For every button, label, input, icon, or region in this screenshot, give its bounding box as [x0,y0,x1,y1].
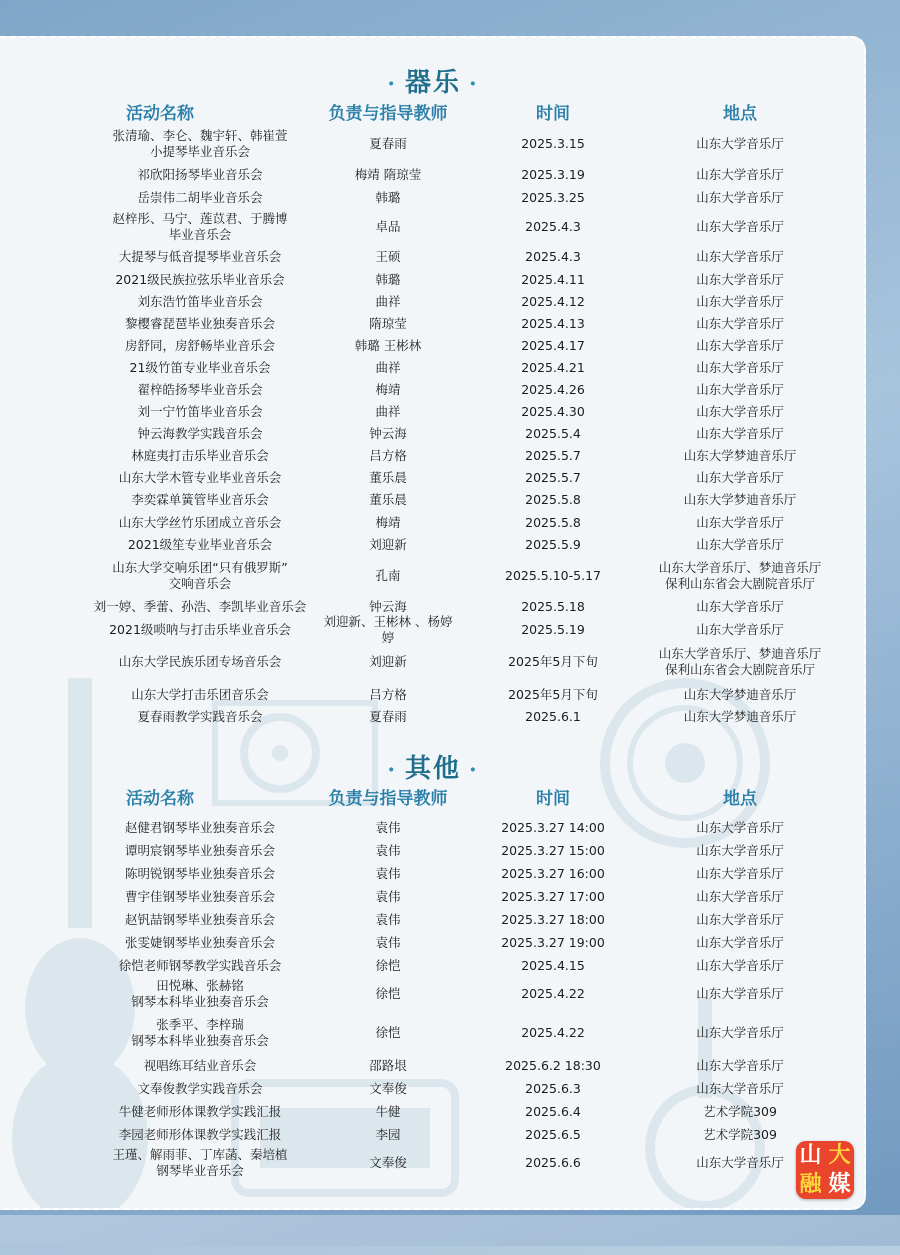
table-row [0,1011,866,1054]
location-cell: 山东大学音乐厅 [696,382,784,397]
teacher-cell: 夏春雨 [369,136,407,151]
table-row [0,125,866,163]
header-activity-name: 活动名称 [126,789,194,809]
table-row [0,908,866,931]
table-row [0,335,866,357]
time-cell: 2025.5.18 [521,599,585,614]
location-cell: 山东大学音乐厅 [696,957,784,973]
activity-name-cell: 山东大学木管专业毕业音乐会 [118,470,282,485]
activity-name-cell: 赵钒喆钢琴毕业独奏音乐会 [124,911,275,927]
location-cell: 山东大学音乐厅 [696,599,784,614]
teacher-cell: 徐恺 [375,1024,401,1040]
table-row [0,245,866,268]
table-row [0,706,866,728]
shanda-media-logo: 山 大 融 媒 [796,1141,854,1199]
time-cell: 2025.4.15 [521,957,585,973]
teacher-cell: 徐恺 [375,986,401,1001]
location-cell: 山东大学音乐厅 [696,404,784,419]
time-cell: 2025.5.7 [525,470,581,485]
time-cell: 2025.3.27 16:00 [501,865,605,881]
teacher-cell: 隋琼莹 [369,316,407,331]
table-row [0,1100,866,1123]
activity-name-cell: 21级竹笛专业毕业音乐会 [129,360,271,375]
teacher-cell: 刘迎新 [369,654,407,669]
teacher-cell: 徐恺 [375,957,401,973]
time-cell: 2025.3.19 [521,167,585,182]
table-header-other [0,784,866,808]
time-cell: 2025.3.27 17:00 [501,888,605,904]
time-cell: 2025.5.8 [525,492,581,507]
table-row [0,291,866,313]
location-cell: 山东大学音乐厅 [696,537,784,552]
time-cell: 2025.5.9 [525,537,581,552]
location-cell: 山东大学音乐厅 [696,934,784,950]
time-cell: 2025年5月下旬 [508,686,598,702]
location-cell: 山东大学音乐厅 [696,190,784,205]
time-cell: 2025.6.5 [525,1126,581,1142]
activity-name-cell: 房舒同，房舒畅毕业音乐会 [124,338,275,353]
section-title-other: · 其他 · [387,754,479,784]
header-location: 地点 [723,789,757,809]
teacher-cell: 梅靖 [375,382,401,397]
teacher-cell: 袁伟 [375,934,401,950]
location-cell: 山东大学音乐厅 [696,1057,784,1073]
location-cell: 山东大学音乐厅 [696,514,784,530]
table-row [0,977,866,1011]
location-cell: 山东大学梦迪音乐厅 [683,686,797,702]
header-teacher: 负责与指导教师 [328,789,448,809]
location-cell: 山东大学音乐厅 [696,167,784,182]
time-cell: 2025.6.1 [525,709,581,724]
activity-name-cell: 牛健老师形体课教学实践汇报 [118,1103,282,1119]
activity-name-cell: 黎樱睿琵琶毕业独奏音乐会 [124,316,275,331]
activity-name-cell: 大提琴与低音提琴毕业音乐会 [118,248,282,264]
location-cell: 山东大学音乐厅 [696,426,784,441]
time-cell: 2025.5.4 [525,426,581,441]
location-cell: 山东大学音乐厅 [696,1155,784,1170]
table-row [0,954,866,977]
table-other [0,816,866,1180]
table-row [0,931,866,954]
teacher-cell: 卓品 [375,219,401,234]
time-cell: 2025.3.25 [521,190,585,205]
location-cell: 山东大学音乐厅 [696,621,784,637]
teacher-cell: 文奉俊 [369,1080,407,1096]
time-cell: 2025年5月下旬 [508,654,598,669]
location-cell: 山东大学音乐厅 [696,1080,784,1096]
table-row [0,839,866,862]
teacher-cell: 袁伟 [375,911,401,927]
location-cell: 山东大学音乐厅、梦迪音乐厅 保利山东省会大剧院音乐厅 [658,560,822,591]
activity-name-cell: 夏春雨教学实践音乐会 [137,709,263,724]
teacher-cell: 牛健 [375,1103,401,1119]
time-cell: 2025.6.3 [525,1080,581,1096]
activity-name-cell: 山东大学民族乐团专场音乐会 [118,654,282,669]
table-row [0,445,866,467]
table-row [0,268,866,291]
table-row [0,313,866,335]
teacher-cell: 曲祥 [375,294,401,309]
teacher-cell: 孔南 [375,568,401,583]
time-cell: 2025.3.27 15:00 [501,842,605,858]
location-cell: 山东大学梦迪音乐厅 [683,492,797,507]
table-row [0,489,866,511]
location-cell: 山东大学音乐厅 [696,865,784,881]
activity-name-cell: 视唱练耳结业音乐会 [143,1057,257,1073]
location-cell: 山东大学音乐厅 [696,271,784,287]
activity-name-cell: 2021级唢呐与打击乐毕业音乐会 [109,621,291,637]
activity-name-cell: 刘一宁竹笛毕业音乐会 [137,404,263,419]
table-row [0,379,866,401]
location-cell: 山东大学音乐厅 [696,316,784,331]
header-time: 时间 [536,104,570,124]
teacher-cell: 吕方格 [369,686,407,702]
activity-name-cell: 林庭夷打击乐毕业音乐会 [131,448,269,463]
teacher-cell: 袁伟 [375,819,401,835]
time-cell: 2025.4.26 [521,382,585,397]
activity-name-cell: 赵健君钢琴毕业独奏音乐会 [124,819,275,835]
teacher-cell: 李园 [375,1126,401,1142]
activity-name-cell: 徐恺老师钢琴教学实践音乐会 [118,957,282,973]
activity-name-cell: 赵梓彤、马宁、莲苡君、于腾博 毕业音乐会 [112,211,288,242]
location-cell: 山东大学音乐厅 [696,248,784,264]
table-row [0,1146,866,1180]
table-row [0,1123,866,1146]
activity-name-cell: 谭明宸钢琴毕业独奏音乐会 [124,842,275,858]
location-cell: 山东大学音乐厅 [696,888,784,904]
activity-name-cell: 田悦琳、张赫铭 钢琴本科毕业独奏音乐会 [131,978,269,1009]
time-cell: 2025.4.17 [521,338,585,353]
teacher-cell: 王硕 [375,248,401,264]
teacher-cell: 刘迎新、王彬林 、杨婷婷 [323,613,453,645]
location-cell: 山东大学音乐厅 [696,911,784,927]
activity-name-cell: 2021级笙专业毕业音乐会 [127,537,273,552]
time-cell: 2025.4.3 [525,219,581,234]
location-cell: 山东大学音乐厅 [696,136,784,151]
activity-name-cell: 钟云海教学实践音乐会 [137,426,263,441]
header-time: 时间 [536,789,570,809]
table-row [0,556,866,596]
table-row [0,862,866,885]
time-cell: 2025.6.4 [525,1103,581,1119]
teacher-cell: 文奉俊 [369,1155,407,1170]
teacher-cell: 曲祥 [375,404,401,419]
time-cell: 2025.4.3 [525,248,581,264]
header-teacher: 负责与指导教师 [328,104,448,124]
location-cell: 山东大学音乐厅 [696,338,784,353]
activity-name-cell: 祁欣阳扬琴毕业音乐会 [137,167,263,182]
table-row [0,357,866,379]
time-cell: 2025.4.22 [521,1024,585,1040]
location-cell: 山东大学音乐厅 [696,219,784,234]
activity-name-cell: 文奉俊教学实践音乐会 [137,1080,263,1096]
time-cell: 2025.6.6 [525,1155,581,1170]
table-row [0,511,866,534]
location-cell: 山东大学梦迪音乐厅 [683,709,797,724]
location-cell: 山东大学音乐厅 [696,1024,784,1040]
teacher-cell: 韩璐 王彬林 [354,338,422,353]
activity-name-cell: 李园老师形体课教学实践汇报 [118,1126,282,1142]
activity-name-cell: 李奕霖单簧管毕业音乐会 [131,492,269,507]
time-cell: 2025.4.12 [521,294,585,309]
teacher-cell: 袁伟 [375,865,401,881]
location-cell: 山东大学音乐厅 [696,819,784,835]
activity-name-cell: 岳崇伟二胡毕业音乐会 [137,190,263,205]
teacher-cell: 袁伟 [375,888,401,904]
table-row [0,534,866,556]
teacher-cell: 韩璐 [375,271,401,287]
activity-name-cell: 张清瑜、李仑、魏宇轩、韩崔萱 小提琴毕业音乐会 [112,128,288,159]
activity-name-cell: 陈明锐钢琴毕业独奏音乐会 [124,865,275,881]
activity-name-cell: 刘一婷、季蕾、孙浩、李凯毕业音乐会 [93,599,307,614]
time-cell: 2025.6.2 18:30 [505,1057,601,1073]
table-row [0,1077,866,1100]
teacher-cell: 钟云海 [369,599,407,614]
schedule-card [0,36,866,1210]
table-row [0,613,866,645]
location-cell: 艺术学院309 [703,1126,777,1142]
activity-name-cell: 王瑾、解雨菲、丁库菡、秦培植 钢琴毕业音乐会 [112,1147,288,1178]
time-cell: 2025.3.27 18:00 [501,911,605,927]
activity-name-cell: 刘东浩竹笛毕业音乐会 [137,294,263,309]
time-cell: 2025.4.11 [521,271,585,287]
time-cell: 2025.5.10-5.17 [505,568,601,583]
activity-name-cell: 山东大学打击乐团音乐会 [131,686,269,702]
table-header-instrumental [0,99,866,123]
location-cell: 山东大学音乐厅 [696,986,784,1001]
table-row [0,816,866,839]
table-instrumental [0,125,866,728]
teacher-cell: 韩璐 [375,190,401,205]
location-cell: 山东大学音乐厅 [696,470,784,485]
activity-name-cell: 张雯婕钢琴毕业独奏音乐会 [124,934,275,950]
teacher-cell: 吕方格 [369,448,407,463]
teacher-cell: 邵路垠 [369,1057,407,1073]
activity-name-cell: 山东大学丝竹乐团成立音乐会 [118,514,282,530]
location-cell: 山东大学梦迪音乐厅 [683,448,797,463]
activity-name-cell: 2021级民族拉弦乐毕业音乐会 [115,271,285,287]
table-row [0,209,866,245]
time-cell: 2025.4.22 [521,986,585,1001]
teacher-cell: 袁伟 [375,842,401,858]
teacher-cell: 曲祥 [375,360,401,375]
teacher-cell: 梅靖 [375,514,401,530]
location-cell: 山东大学音乐厅 [696,360,784,375]
teacher-cell: 钟云海 [369,426,407,441]
table-row [0,683,866,706]
table-row [0,163,866,187]
time-cell: 2025.3.27 19:00 [501,934,605,950]
time-cell: 2025.4.21 [521,360,585,375]
table-row [0,885,866,908]
activity-name-cell: 张季平、李梓瑞 钢琴本科毕业独奏音乐会 [131,1016,269,1048]
location-cell: 山东大学音乐厅 [696,842,784,858]
table-row [0,467,866,489]
teacher-cell: 夏春雨 [369,709,407,724]
time-cell: 2025.3.27 14:00 [501,819,605,835]
teacher-cell: 董乐晨 [369,492,407,507]
header-activity-name: 活动名称 [126,104,194,124]
table-row [0,401,866,423]
location-cell: 山东大学音乐厅、梦迪音乐厅 保利山东省会大剧院音乐厅 [658,646,822,677]
teacher-cell: 梅靖 隋琼莹 [354,167,422,182]
teacher-cell: 刘迎新 [369,537,407,552]
table-row [0,423,866,445]
time-cell: 2025.4.30 [521,404,585,419]
location-cell: 山东大学音乐厅 [696,294,784,309]
activity-name-cell: 山东大学交响乐团“只有俄罗斯” 交响音乐会 [112,560,288,591]
time-cell: 2025.4.13 [521,316,585,331]
time-cell: 2025.5.8 [525,514,581,530]
time-cell: 2025.3.15 [521,136,585,151]
table-row [0,187,866,209]
table-row [0,641,866,683]
location-cell: 艺术学院309 [703,1103,777,1119]
section-title-instrumental: · 器乐 · [387,68,479,98]
table-row [0,1054,866,1077]
header-location: 地点 [723,104,757,124]
time-cell: 2025.5.7 [525,448,581,463]
activity-name-cell: 翟梓皓扬琴毕业音乐会 [137,382,263,397]
teacher-cell: 董乐晨 [369,470,407,485]
time-cell: 2025.5.19 [521,621,585,637]
activity-name-cell: 曹宇佳钢琴毕业独奏音乐会 [124,888,275,904]
